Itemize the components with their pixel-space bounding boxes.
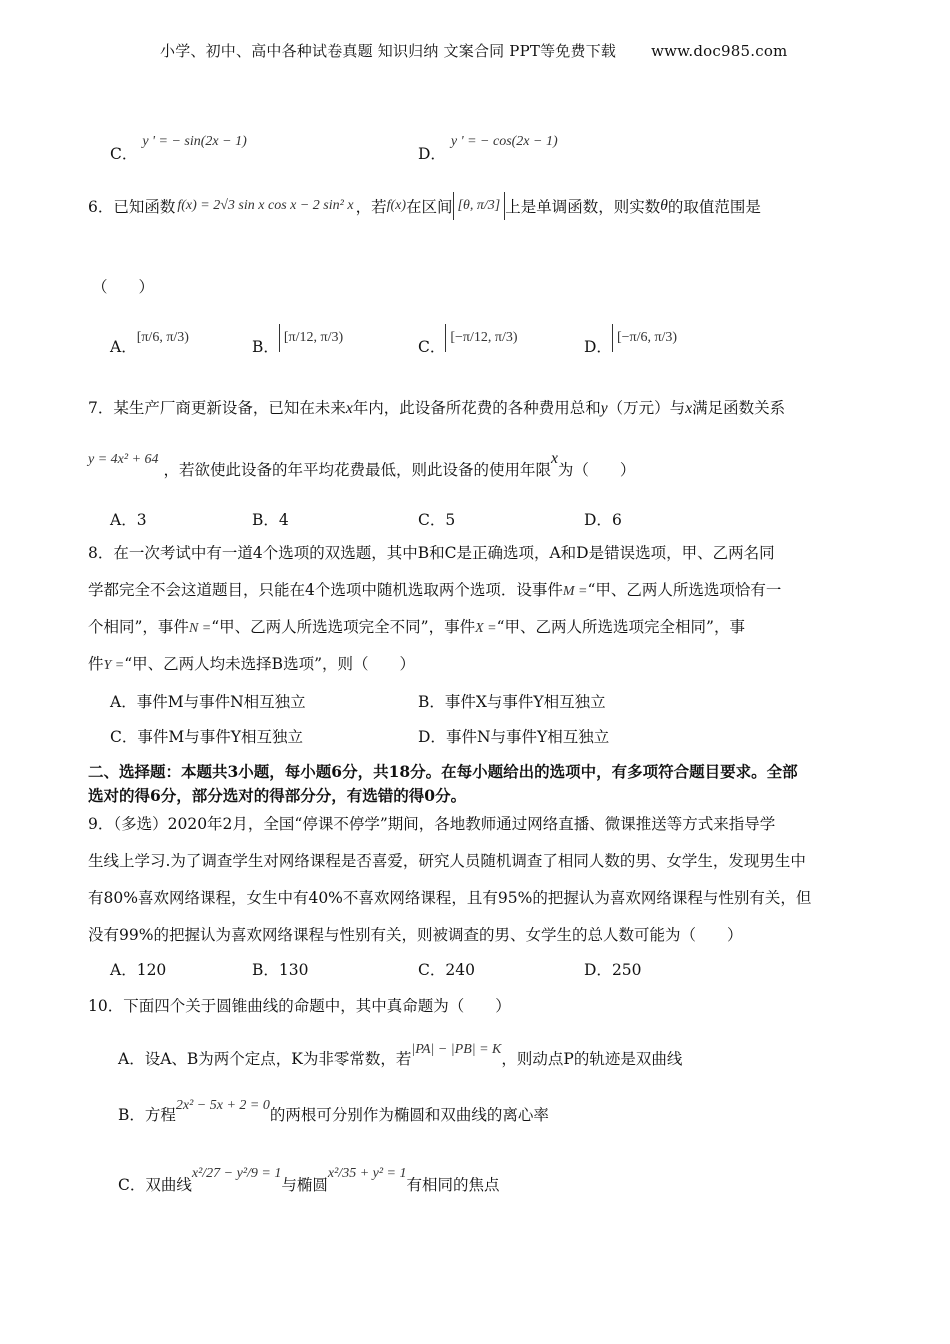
- q9-option-c: [418, 958, 475, 980]
- q6-text: 的取值范围是: [667, 198, 761, 216]
- section-2-heading-line2: 选对的得6分，部分选对的得部分分，有选错的得0分。: [88, 786, 467, 805]
- question-9-line4: 没有99%的把握认为喜欢网络课程与性别有关，则被调查的男、女学生的总人数可能为（ ）: [88, 926, 743, 944]
- option-label: D．: [584, 338, 612, 356]
- question-8-line1: 8．在一次考试中有一道4个选项的双选题，其中B和C是正确选项，A和D是错误选项，甲、乙两名同: [88, 544, 775, 562]
- question-7-stem: [88, 396, 785, 418]
- question-9-line1: 9．（多选）2020年2月，全国“停课不停学”期间，各地教师通过网络直播、微课推送等方式来指导学: [88, 815, 776, 833]
- q7-formula: y = 4x² + 64: [88, 452, 159, 467]
- question-8-line4: [88, 652, 415, 674]
- question-7-line2: [88, 446, 636, 479]
- page-header: [160, 40, 787, 61]
- option-value: 130: [278, 961, 309, 979]
- q7-text: 年内，此设备所花费的各种费用总和: [352, 399, 601, 417]
- option-value: [π/12, π/3): [279, 324, 347, 352]
- q7-option-c: [418, 508, 455, 530]
- option-text: C．双曲线: [118, 1176, 192, 1194]
- q8-text: 个相同”，事件: [88, 618, 189, 636]
- option-label: C．: [418, 338, 446, 356]
- q6-prefix: 6．已知函数: [88, 198, 176, 216]
- section-2-heading-line1: 二、选择题：本题共3小题，每小题6分，共18分。在每小题给出的选项中，有多项符合题目要求。全部: [88, 762, 798, 781]
- q8-text: “甲、乙两人均未选择B选项”，则（ ）: [124, 655, 415, 673]
- q6-fx: f(x): [386, 198, 407, 213]
- option-text: 与椭圆: [281, 1176, 328, 1194]
- q10-option-c: [118, 1152, 500, 1196]
- option-value: 事件M与事件Y相互独立: [137, 728, 303, 746]
- option-label: A．: [110, 961, 137, 979]
- option-label: C．: [110, 728, 138, 746]
- q10-option-a: [118, 1032, 682, 1068]
- option-label: A．: [110, 338, 137, 356]
- q7-option-d: [584, 508, 622, 530]
- q8-event-y: Y =: [103, 658, 125, 673]
- question-10-stem: 10．下面四个关于圆锥曲线的命题中，其中真命题为（ ）: [88, 997, 511, 1015]
- option-value: 6: [611, 511, 622, 529]
- option-value: 5: [445, 511, 456, 529]
- q8-option-a: [110, 690, 306, 712]
- option-label: B．: [252, 338, 279, 356]
- q8-option-b: [418, 690, 606, 712]
- q5-option-c: [110, 128, 247, 163]
- header-text: 小学、初中、高中各种试卷真题 知识归纳 文案合同 PPT等免费下载: [160, 42, 617, 60]
- q6-text: 上是单调函数，则实数: [505, 198, 661, 216]
- q5-c-formula: y ' = − sin(2x − 1): [142, 134, 247, 149]
- q7-var-x: x: [685, 400, 693, 417]
- q7-var-x: x: [550, 450, 558, 467]
- q6-text: ，若: [355, 198, 387, 216]
- q10-c-hyperbola-formula: x²/27 − y²/9 = 1: [191, 1166, 282, 1181]
- option-label: D．: [584, 511, 612, 529]
- q6-option-c: [418, 320, 522, 356]
- q5-option-d: [418, 128, 558, 163]
- q8-text: “甲、乙两人所选选项完全相同”，事: [496, 618, 745, 636]
- option-label: D．: [584, 961, 612, 979]
- q10-c-ellipse-formula: x²/35 + y² = 1: [327, 1166, 407, 1181]
- option-label: B．: [252, 511, 279, 529]
- q6-text: 在区间: [406, 198, 453, 216]
- q6-theta: θ: [660, 197, 668, 214]
- option-value: [−π/12, π/3): [445, 324, 521, 352]
- q7-text: （万元）与: [607, 399, 686, 417]
- option-value: 事件M与事件N相互独立: [136, 693, 306, 711]
- option-value: 3: [136, 511, 147, 529]
- q8-option-d: [418, 725, 609, 747]
- option-value: 事件X与事件Y相互独立: [444, 693, 606, 711]
- q10-b-formula: 2x² − 5x + 2 = 0: [175, 1098, 270, 1113]
- option-label: D．: [418, 145, 446, 163]
- q6-interval: [θ, π/3]: [453, 192, 506, 220]
- question-8-line2: [88, 578, 781, 600]
- q7-option-a: [110, 508, 147, 530]
- option-label: C．: [418, 961, 446, 979]
- option-value: 240: [445, 961, 475, 979]
- question-9-line2: 生线上学习.为了调查学生对网络课程是否喜爱，研究人员随机调查了相同人数的男、女学生，发现男生中: [88, 852, 806, 870]
- option-text: 有相同的焦点: [406, 1176, 500, 1194]
- option-label: D．: [418, 728, 446, 746]
- option-value: 120: [136, 961, 167, 979]
- q9-option-a: [110, 958, 166, 980]
- q8-text: “甲、乙两人所选选项完全不同”，事件: [211, 618, 476, 636]
- question-8-line3: [88, 615, 745, 637]
- q6-answer-paren: （ ）: [92, 278, 155, 296]
- q7-var-y: y: [600, 400, 608, 417]
- option-value: 250: [611, 961, 642, 979]
- option-text: 的两根可分别作为椭圆和双曲线的离心率: [269, 1106, 549, 1124]
- q7-text: 为（ ）: [557, 461, 636, 479]
- q9-option-b: [252, 958, 308, 980]
- q6-option-b: [252, 320, 347, 356]
- q6-option-a: [110, 320, 189, 356]
- q10-a-formula: |PA| − |PB| = K: [411, 1042, 502, 1057]
- option-label: A．: [110, 693, 137, 711]
- option-label: B．: [418, 693, 445, 711]
- question-9-line3: 有80%喜欢网络课程，女生中有40%不喜欢网络课程，且有95%的把握认为喜欢网络课程与性别有关，但: [88, 889, 812, 907]
- q5-d-formula: y ' = − cos(2x − 1): [450, 134, 558, 149]
- q7-text: 7．某生产厂商更新设备，已知在未来: [88, 399, 346, 417]
- option-text: A．设A、B为两个定点，K为非零常数，若: [118, 1050, 412, 1068]
- question-6-stem: [88, 186, 761, 226]
- q9-option-d: [584, 958, 642, 980]
- option-label: C．: [418, 511, 446, 529]
- q8-option-c: [110, 725, 303, 747]
- header-url: www.doc985.com: [651, 42, 788, 60]
- q8-text: 件: [88, 655, 104, 673]
- option-text: ，则动点P的轨迹是双曲线: [501, 1050, 683, 1068]
- option-label: C．: [110, 145, 138, 163]
- q6-option-d: [584, 320, 681, 356]
- q8-text: “甲、乙两人所选选项恰有一: [587, 581, 782, 599]
- option-label: B．: [252, 961, 279, 979]
- q7-text: ，若欲使此设备的年平均花费最低，则此设备的使用年限: [163, 461, 551, 479]
- option-value: [π/6, π/3): [136, 330, 189, 345]
- q7-option-b: [252, 508, 289, 530]
- option-text: B．方程: [118, 1106, 176, 1124]
- option-value: 4: [278, 511, 289, 529]
- option-label: A．: [110, 511, 137, 529]
- q8-event-x: X =: [475, 621, 497, 636]
- q7-var-x: x: [345, 400, 353, 417]
- q8-text: 学都完全不会这道题目，只能在4个选项中随机选取两个选项．设事件: [88, 581, 563, 599]
- q10-option-b: [118, 1088, 549, 1124]
- q7-text: 满足函数关系: [692, 399, 786, 417]
- q8-event-m: M =: [562, 584, 588, 599]
- option-value: [−π/6, π/3): [612, 324, 681, 352]
- q6-function-formula: f(x) = 2√3 sin x cos x − 2 sin² x: [177, 198, 354, 213]
- q8-event-n: N =: [188, 621, 212, 636]
- option-value: 事件N与事件Y相互独立: [445, 728, 610, 746]
